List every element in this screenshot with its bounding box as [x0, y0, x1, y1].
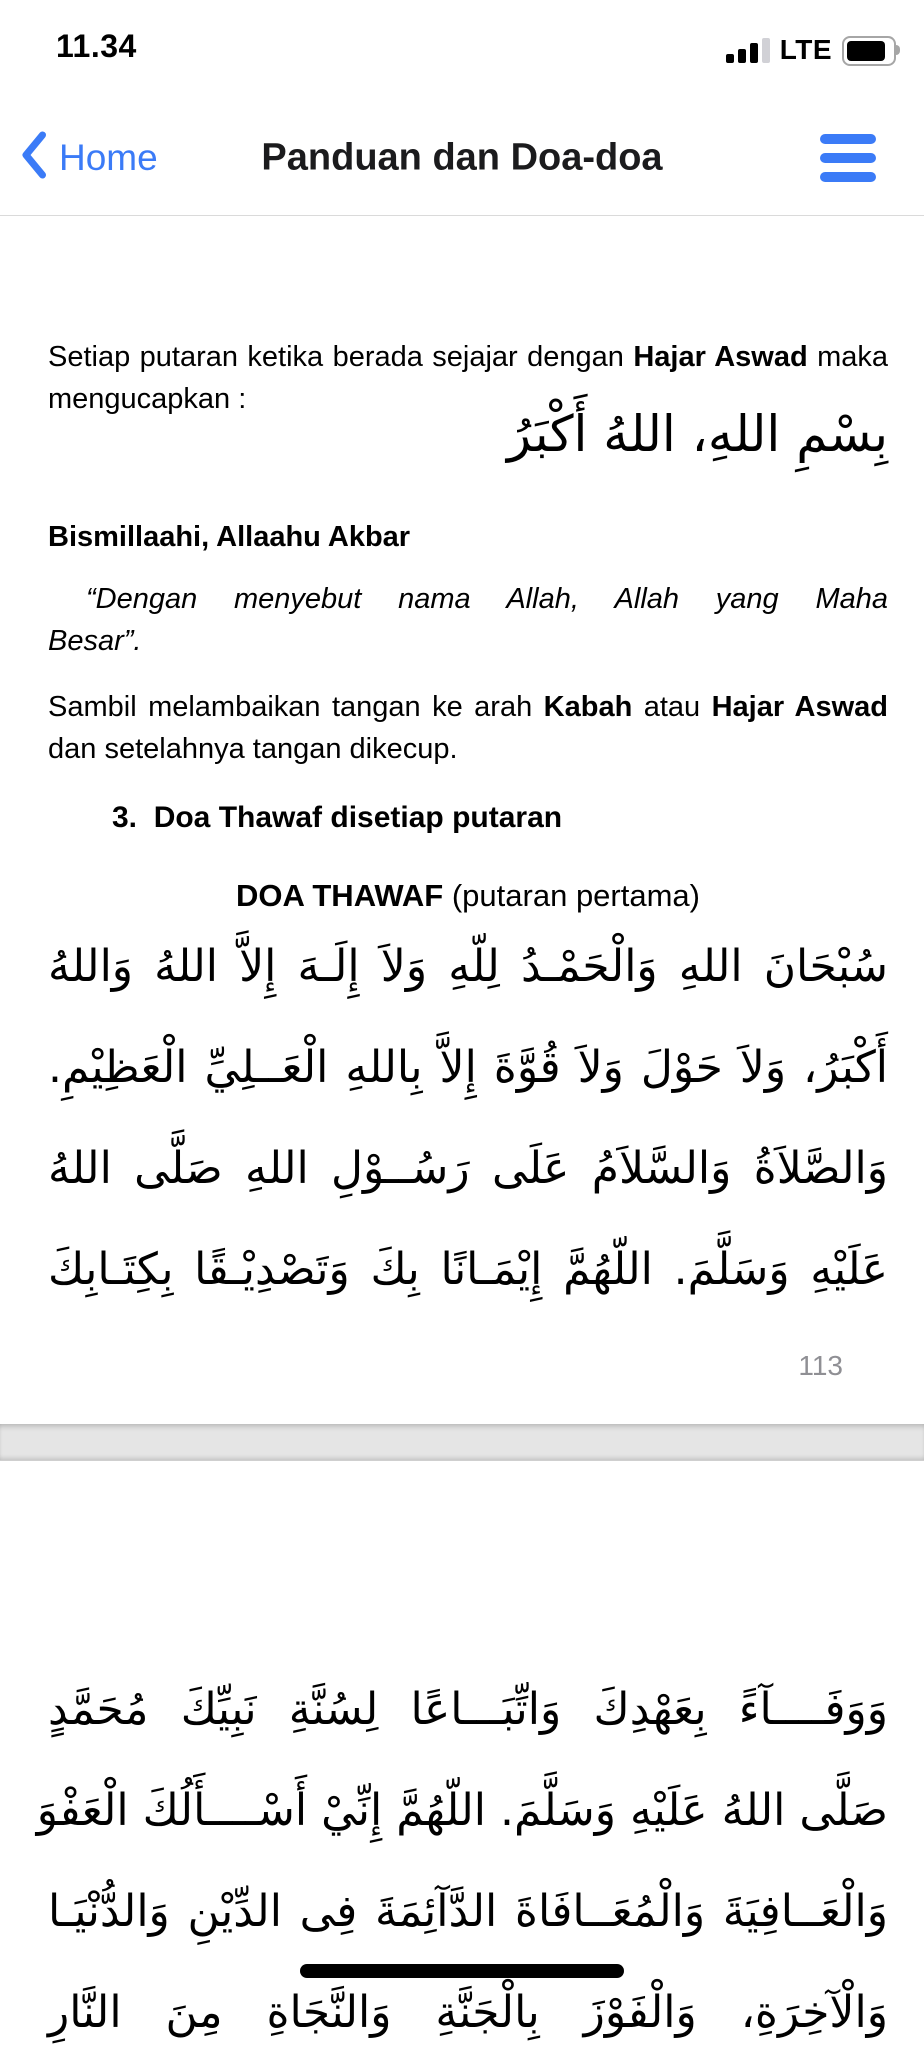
document-scroll-area[interactable]: [0, 216, 924, 2038]
arabic-line: صَلَّى اللهُ عَلَيْهِ وَسَلَّمَ. اللّهُمَّ إِنِّيْ أَسْــــأَلُكَ الْعَفْوَ: [36, 1785, 888, 1836]
home-indicator[interactable]: [300, 1964, 624, 1978]
section-heading-doa-thawaf: 3. Doa Thawaf disetiap putaran: [112, 801, 563, 834]
translation-line-2: Besar”.: [48, 625, 142, 657]
bold-kabah: Kabah: [543, 691, 633, 723]
page-separator: [0, 1424, 924, 1461]
paragraph-sambil: [48, 686, 888, 770]
hamburger-bar-icon: [820, 172, 876, 182]
subheading-normal-text: (putaran pertama): [443, 878, 700, 913]
back-button-label[interactable]: Home: [59, 136, 158, 178]
arabic-line: وَالصَّلاَةُ وَالسَّلاَمُ عَلَى رَسُــوْلِ اللهِ صَلَّى اللهُ: [48, 1143, 888, 1194]
arabic-bismillah-line: بِسْمِ اللهِ، اللهُ أَكْبَرُ: [507, 405, 888, 463]
arabic-line: وَالْعَــافِيَةَ وَالْمُعَــافَاةَ الدَّآئِمَةَ فِى الدِّيْنِ وَالدُّنْيَـا: [48, 1886, 888, 1937]
arabic-line-cut-off: وَالْآخِرَةِ، وَالْفَوْزَ بِالْجَنَّةِ وَالنَّجَاةِ مِنَ النَّارِ: [48, 1987, 888, 2038]
paragraph-text: atau: [632, 691, 712, 723]
hamburger-bar-icon: [820, 134, 876, 144]
translation-line-1: [48, 578, 888, 620]
pdf-page-2: [0, 1461, 924, 2038]
signal-strength-icon: [726, 37, 770, 63]
arabic-line: سُبْحَانَ اللهِ وَالْحَمْـدُ لِلّهِ وَلاَ إِلَـهَ إِلاَّ اللهُ وَاللهُ: [48, 941, 888, 992]
paragraph-text: Setiap putaran ketika berada sejajar dengan: [48, 341, 634, 373]
arabic-line: أَكْبَرُ، وَلاَ حَوْلَ وَلاَ قُوَّةَ إِلاَّ بِاللهِ الْعَــلِيِّ الْعَظِيْمِ.: [48, 1042, 888, 1093]
bold-hajar-aswad: Hajar Aswad: [633, 341, 808, 373]
status-icons: [726, 34, 904, 66]
back-button[interactable]: [20, 100, 158, 215]
status-time: 11.34: [56, 28, 137, 64]
arabic-line: عَلَيْهِ وَسَلَّمَ. اللّهُمَّ إِيْمَـانًا بِكَ وَتَصْدِيْـقًا بِكِتَـابِكَ: [48, 1244, 888, 1295]
bold-hajar-aswad: Hajar Aswad: [711, 691, 888, 723]
subheading-bold-text: DOA THAWAF: [236, 878, 444, 913]
arabic-line: وَوَفَــــآءً بِعَهْدِكَ وَاتِّبَـــاعًا لِسُنَّةِ نَبِيِّكَ مُحَمَّدٍ: [48, 1684, 888, 1735]
page-number: 113: [798, 1350, 843, 1381]
hamburger-bar-icon: [820, 153, 876, 163]
pdf-page-1: [0, 216, 924, 1424]
arabic-prayer-block-1: [48, 916, 888, 1320]
paragraph-text: maka mengucapkan :: [48, 341, 888, 415]
chevron-left-icon: [20, 131, 47, 184]
translation-text: “Dengan menyebut nama Allah, Allah yang Maha: [86, 583, 888, 615]
paragraph-text: Sambil melambaikan tangan ke arah: [48, 691, 544, 723]
subheading-doa-thawaf: [48, 878, 888, 914]
battery-icon: [842, 36, 904, 64]
network-type-label: LTE: [779, 34, 832, 65]
translation-quote: [48, 578, 888, 662]
latin-transliteration: Bismillaahi, Allaahu Akbar: [48, 521, 411, 553]
page-title: Panduan dan Doa-doa: [261, 136, 663, 178]
status-bar: [0, 0, 924, 100]
navigation-bar: [0, 100, 924, 216]
hamburger-menu-button[interactable]: [820, 134, 876, 182]
arabic-prayer-block-2: [36, 1659, 888, 2063]
paragraph-text: dan setelahnya tangan dikecup.: [48, 733, 458, 765]
